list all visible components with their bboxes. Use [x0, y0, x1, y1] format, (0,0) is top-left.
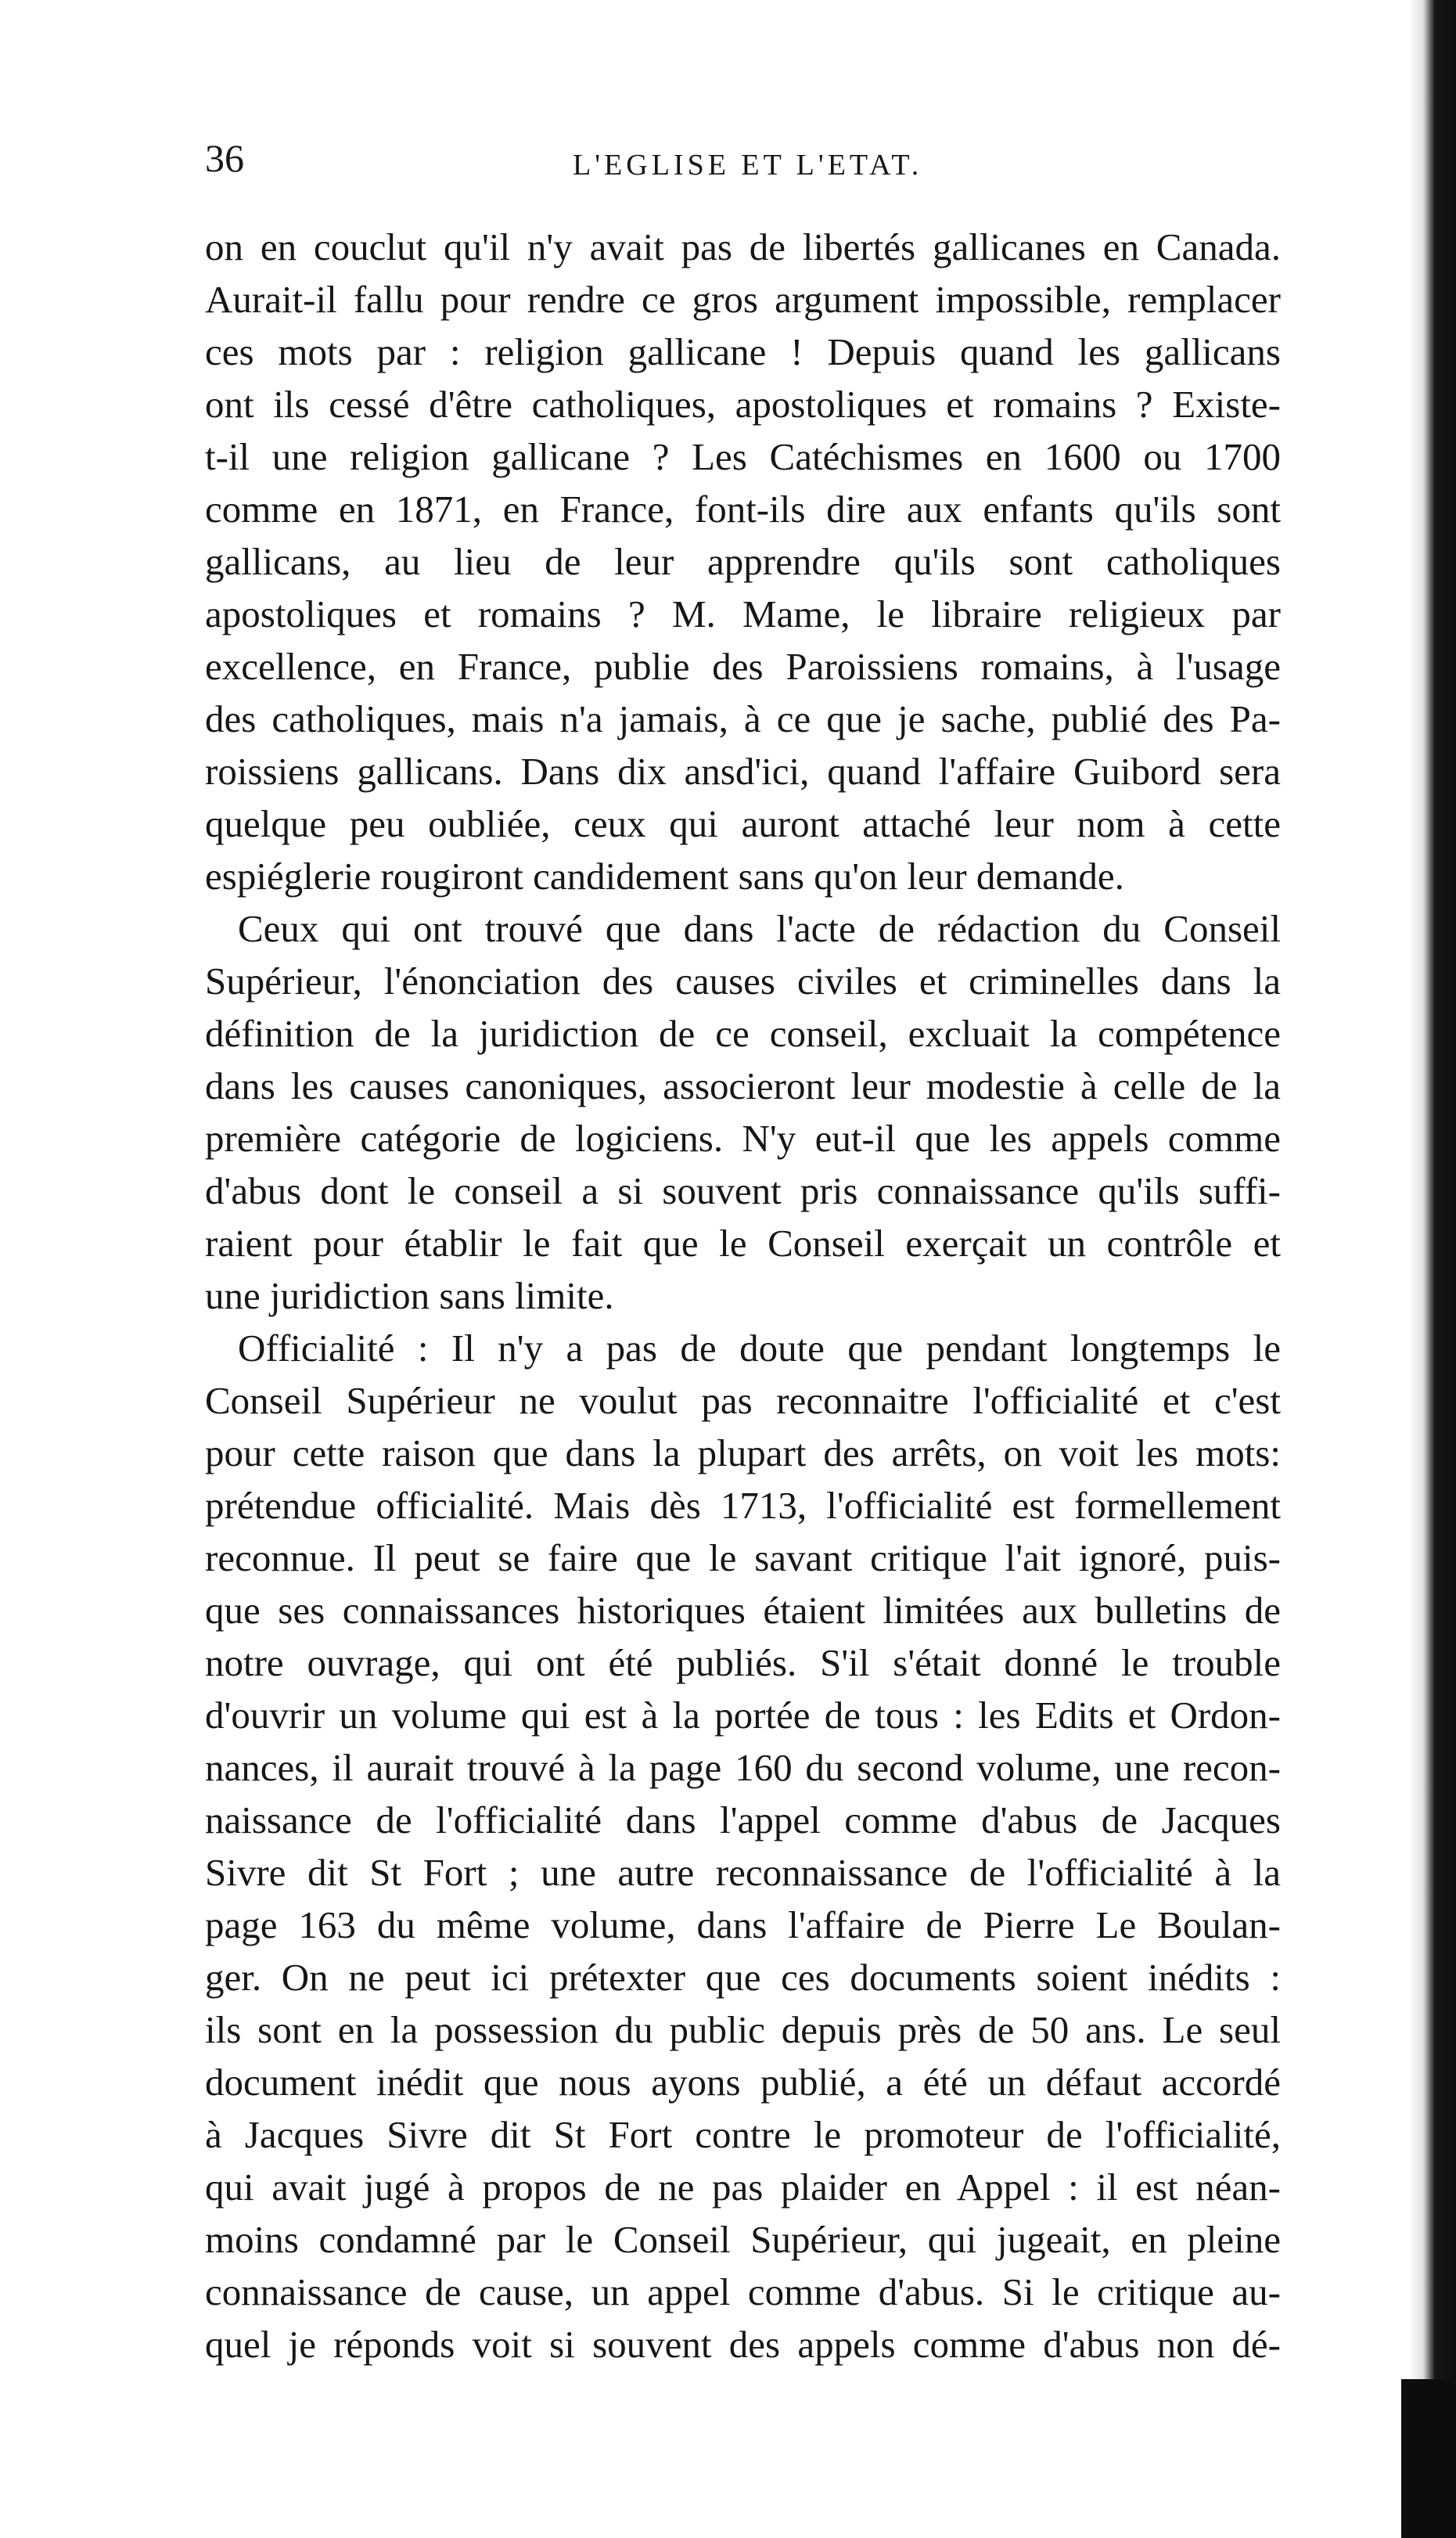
page-edge-notch: [1401, 2379, 1456, 2538]
body-text: [205, 221, 1281, 2371]
paragraph-3: [205, 1322, 1281, 2371]
text-line: reconnue. Il peut se faire que le savant critique l'ait ignoré, puis-: [205, 1536, 1281, 1579]
text-line: Ceux qui ont trouvé que dans l'acte de rédaction du Conseil: [238, 907, 1281, 950]
text-line: des catholiques, mais n'a jamais, à ce que je sache, publié des Pa-: [205, 697, 1281, 740]
text-line: que ses connaissances historiques étaient limitées aux bulletins de: [205, 1589, 1281, 1632]
text-line: Officialité : Il n'y a pas de doute que pendant longtemps le: [238, 1327, 1281, 1370]
text-line: notre ouvrage, qui ont été publiés. S'il s'était donné le trouble: [205, 1641, 1281, 1684]
text-line: document inédit que nous ayons publié, a été un défaut accordé: [205, 2061, 1281, 2104]
text-line: ils sont en la possession du public depuis près de 50 ans. Le seul: [205, 2008, 1281, 2051]
text-line: apostoliques et romains ? M. Mame, le libraire religieux par: [205, 592, 1281, 635]
text-line: Sivre dit St Fort ; une autre reconnaissance de l'officialité à la: [205, 1851, 1281, 1894]
text-line: t-il une religion gallicane ? Les Catéchismes en 1600 ou 1700: [205, 435, 1281, 478]
text-line: gallicans, au lieu de leur apprendre qu'ils sont catholiques: [205, 540, 1281, 583]
text-line: moins condamné par le Conseil Supérieur, qui jugeait, en pleine: [205, 2218, 1281, 2261]
text-line: à Jacques Sivre dit St Fort contre le promoteur de l'officialité,: [205, 2113, 1281, 2156]
page-number: 36: [205, 136, 244, 180]
text-line: quelque peu oubliée, ceux qui auront attaché leur nom à cette: [205, 802, 1281, 845]
text-line: pour cette raison que dans la plupart des arrêts, on voit les mots:: [205, 1431, 1281, 1474]
text-line: ces mots par : religion gallicane ! Depuis quand les gallicans: [205, 330, 1281, 373]
text-line: ger. On ne peut ici prétexter que ces documents soient inédits :: [205, 1956, 1281, 1999]
text-line: comme en 1871, en France, font-ils dire aux enfants qu'ils sont: [205, 488, 1281, 531]
text-line: définition de la juridiction de ce conseil, excluait la compétence: [205, 1012, 1281, 1055]
text-line: première catégorie de logiciens. N'y eut-il que les appels comme: [205, 1117, 1281, 1160]
text-line: raient pour établir le fait que le Conseil exerçait un contrôle et: [205, 1222, 1281, 1265]
text-line: Conseil Supérieur ne voulut pas reconnaitre l'officialité et c'est: [205, 1379, 1281, 1422]
text-line: page 163 du même volume, dans l'affaire de Pierre Le Boulan-: [205, 1903, 1281, 1946]
text-line: quel je réponds voit si souvent des appels comme d'abus non dé-: [205, 2323, 1281, 2366]
text-line: d'abus dont le conseil a si souvent pris connaissance qu'ils suffi-: [205, 1169, 1281, 1212]
text-line: on en couclut qu'il n'y avait pas de libertés gallicanes en Canada.: [205, 225, 1281, 268]
text-line: d'ouvrir un volume qui est à la portée de tous : les Edits et Ordon-: [205, 1694, 1281, 1737]
text-line: nances, il aurait trouvé à la page 160 du second volume, une recon-: [205, 1746, 1281, 1789]
paragraph-2: [205, 902, 1281, 1322]
text-line: excellence, en France, publie des Paroissiens romains, à l'usage: [205, 645, 1281, 688]
text-line: qui avait jugé à propos de ne pas plaider en Appel : il est néan-: [205, 2165, 1281, 2209]
page-edge-shadow: [1409, 0, 1456, 2538]
text-line: ont ils cessé d'être catholiques, apostoliques et romains ? Existe-: [205, 383, 1281, 426]
text-line: roissiens gallicans. Dans dix ansd'ici, quand l'affaire Guibord sera: [205, 750, 1281, 793]
text-line: prétendue officialité. Mais dès 1713, l'officialité est formellement: [205, 1484, 1281, 1527]
text-line: une juridiction sans limite.: [205, 1274, 614, 1317]
running-title: L'EGLISE ET L'ETAT.: [573, 149, 923, 182]
text-line: dans les causes canoniques, associeront leur modestie à celle de la: [205, 1064, 1281, 1107]
text-line: connaissance de cause, un appel comme d'abus. Si le critique au-: [205, 2270, 1281, 2313]
text-line: espiéglerie rougiront candidement sans qu'on leur demande.: [205, 855, 1124, 898]
page-header: [205, 135, 1281, 189]
paragraph-1: [205, 221, 1281, 902]
text-line: naissance de l'officialité dans l'appel comme d'abus de Jacques: [205, 1798, 1281, 1841]
text-line: Supérieur, l'énonciation des causes civiles et criminelles dans la: [205, 959, 1281, 1003]
text-line: Aurait-il fallu pour rendre ce gros argument impossible, remplacer: [205, 278, 1281, 321]
